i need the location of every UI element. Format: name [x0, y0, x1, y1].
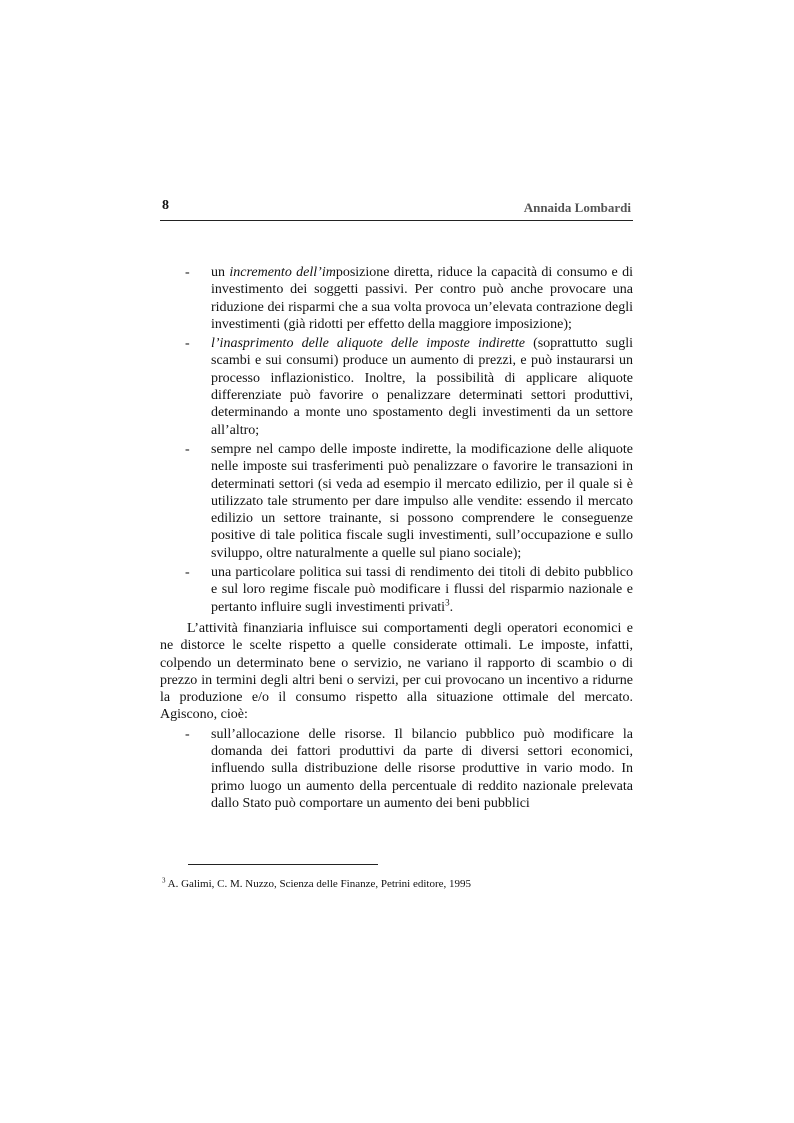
footnote-number: 3 [162, 876, 166, 885]
footnote-divider [188, 864, 378, 865]
running-author: Annaida Lombardi [523, 200, 631, 215]
list-dash: - [185, 441, 190, 457]
list-item: - sull’allocazione delle risorse. Il bilancio pubblico può modificare la domanda dei fattori produttivi da parte di diversi settori economici, influendo sulla distribuzione delle risorse produttive in vario modo. In primo luogo un aumento della percentuale di reddito nazionale prelevata dallo Stato può comportare un aumento dei beni pubblici [185, 726, 633, 811]
body-paragraph: L’attività finanziaria influisce sui comportamenti degli operatori economici e ne distorce le scelte rispetto a quelle considerate ottimali. Le imposte, infatti, colpendo un determinato bene o servizio, ne variano il rapporto di scambio o di prezzo in termini degli altri beni o servizi, per cui provocano un incentivo a ridurne la produzione e/o il consumo rispetto alla situazione ottimale del mercato. Agiscono, cioè: [160, 620, 633, 723]
list-item: - sempre nel campo delle imposte indirette, la modificazione delle aliquote nelle imposte sui trasferimenti può penalizzare o favorire le transazioni in determinati settori (si veda ad esempio il mercato edilizio, per il quale si è utilizzato tale strumento per dare impulso alle vendite: essendo il mercato edilizio un settore trainante, si possono comprendere le conseguenze positive di tale politica fiscale sugli investimenti, sull’occupazione e sullo sviluppo, oltre naturalmente a quelle sul piano sociale); [185, 441, 633, 561]
list-dash: - [185, 726, 190, 742]
list-item: - un incremento dell’imposizione diretta, riduce la capacità di consumo e di investimento dei soggetti passivi. Per contro può anche provocare una riduzione dei risparmi che a sua volta provoca un’elevata contrazione degli investimenti (già ridotti per effetto della maggiore imposizione); [185, 265, 634, 332]
page-body [160, 264, 633, 812]
list-dash: - [185, 336, 190, 352]
italic-term: l’inasprimento delle aliquote delle imposte indirette [211, 336, 525, 352]
page-header [160, 196, 633, 221]
italic-term: incremento dell’im [229, 265, 336, 280]
footnote-ref[interactable]: 3 [445, 596, 450, 607]
list-item: - una particolare politica sui tassi di rendimento dei titoli di debito pubblico e sul loro regime fiscale può modificare i flussi del risparmio nazionale e pertanto influire sugli investimenti privati$^3$. [185, 565, 633, 615]
page-number: 8 [162, 198, 169, 213]
footnote: $^3$ A. Galimi, C. M. Nuzzo, Scienza delle Finanze, Petrini editore, 1995 [162, 876, 471, 890]
list-item: - l’inasprimento delle aliquote delle imposte indirette (soprattutto sugli scambi e sui consumi) produce un aumento di prezzi, e può instaurarsi un processo inflazionistico. Inoltre, la possibilità di applicare aliquote differenziate può favorire o penalizzare determinati settori produttivi, determinando a monte uno spostamento degli investimenti da un settore all’altro; [185, 336, 633, 438]
list-dash: - [185, 565, 190, 581]
list-dash: - [185, 265, 190, 280]
